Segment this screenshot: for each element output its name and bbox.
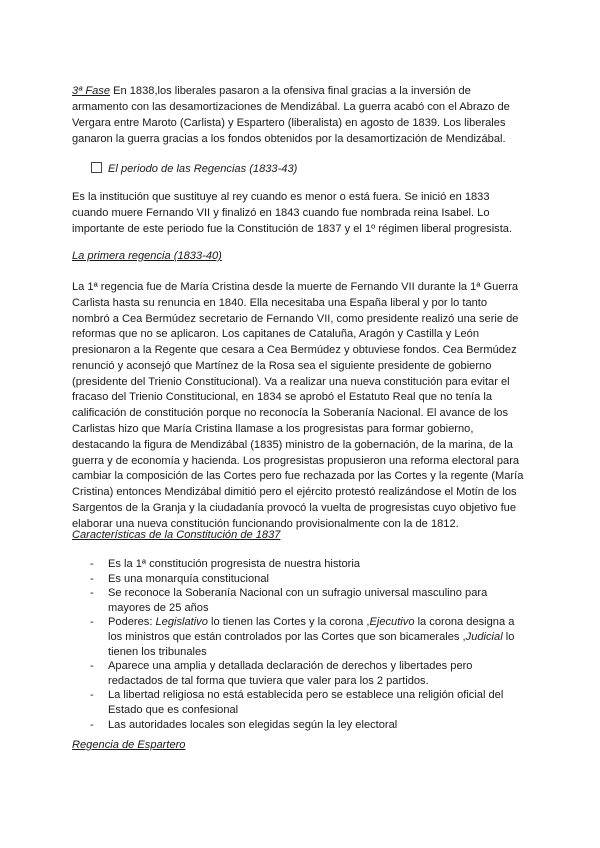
fase-text: En 1838,los liberales pasaron a la ofensiva final gracias a la inversión de armamento con las desamortizaciones de Mendizábal. La guerra acabó con el Abrazo de Vergara entre Maroto (Carlista) y Espartero (liberalista) en agosto de 1839. Los liberales ganaron la guerra gracias a los fondos obtenidos por la desamortización de Mendizábal. xyxy=(72,85,510,145)
constitucion-list xyxy=(90,557,522,732)
checkbox-icon[interactable] xyxy=(91,162,102,173)
constitucion-heading: Características de la Constitución de 1837 xyxy=(72,529,281,541)
legislativo-term: Legislativo xyxy=(155,616,208,629)
list-item: - Es una monarquía constitucional xyxy=(90,572,269,585)
regencias-checkbox-label: El periodo de las Regencias (1833-43) xyxy=(108,163,298,175)
regencias-intro: Es la institución que sustituye al rey cuando es menor o está fuera. Se inició en 1833 cuando muere Fernando VII y finalizó en 1843 cuando fue nombrada reina Isabel. Lo importante de este periodo fue la Constitución de 1837 y el 1º régimen liberal progresista. xyxy=(72,191,513,235)
list-item: - Poderes: Legislativo lo tienen las Cortes y la corona ,Ejecutivo la corona designa a los ministros que están controlados por las Cortes que son bicamerales ,Judicial lo tienen los tribunales xyxy=(90,616,515,658)
judicial-term: Judicial xyxy=(465,630,503,643)
primera-regencia-body: La 1ª regencia fue de María Cristina desde la muerte de Fernando VII durante la 1ª Guerra Carlista hasta su renuncia en 1840. Ella necesitaba una España liberal y por lo tanto nombró a Cea Bermúdez secretario de Fernando VII, como presidente realizó una serie de reformas que no se aplicaron. Los capitanes de Cataluña, Aragón y Castilla y León presionaron a la Regente que cesara a Cea Bermúdez y obtuviese fondos. Cea Bermúdez renunció y aconsejó que Martínez de la Rosa sea el siguiente presidente de gobierno (presidente del Trienio Constitucional). Va a realizar una nueva constitución para evitar el fracaso del Trienio Constitucional, en 1834 se aprobó el Estatuto Real que no tenía la calificación de constitución porque no reconocía la Soberanía Nacional. El avance de los Carlistas hizo que María Cristina llamase a los progresistas para formar gobierno, destacando la figura de Mendizábal (1835) ministro de la gobernación, de la marina, de la guerra y de economía y hacienda. Los progresistas propusieron una reforma electoral para cambiar la composición de las Cortes pero fue rechazada por las Cortes y la regente (María Cristina) entonces Mendizábal dimitió pero el ejército protestó realizándose el Motín de los Sargentos de la Granja y la ciudadanía provocó la vuelta de progresistas cuyo objetivo fue elaborar una nueva constitución funcionando provisionalmente con la de 1812. xyxy=(72,281,524,530)
list-item: - Aparece una amplia y detallada declaración de derechos y libertades pero redactados de tal forma que tuviera que valer para los 2 partidos. xyxy=(90,660,473,687)
fase-label: 3ª Fase xyxy=(72,85,111,97)
list-item: - Es la 1ª constitución progresista de nuestra historia xyxy=(90,558,360,570)
list-item: - Se reconoce la Soberanía Nacional con un sufragio universal masculino para mayores de 25 años xyxy=(90,587,488,614)
regencias-checkbox-item xyxy=(91,162,297,177)
fase-paragraph xyxy=(72,84,524,148)
primera-regencia-heading: La primera regencia (1833-40) xyxy=(72,250,222,262)
ejecutivo-term: Ejecutivo xyxy=(369,616,415,629)
espartero-heading: Regencia de Espartero xyxy=(72,739,186,751)
list-item: - La libertad religiosa no está establecida pero se establece una religión oficial del Estado que es confesional xyxy=(90,689,504,716)
list-item: - Las autoridades locales son elegidas según la ley electoral xyxy=(90,718,398,731)
